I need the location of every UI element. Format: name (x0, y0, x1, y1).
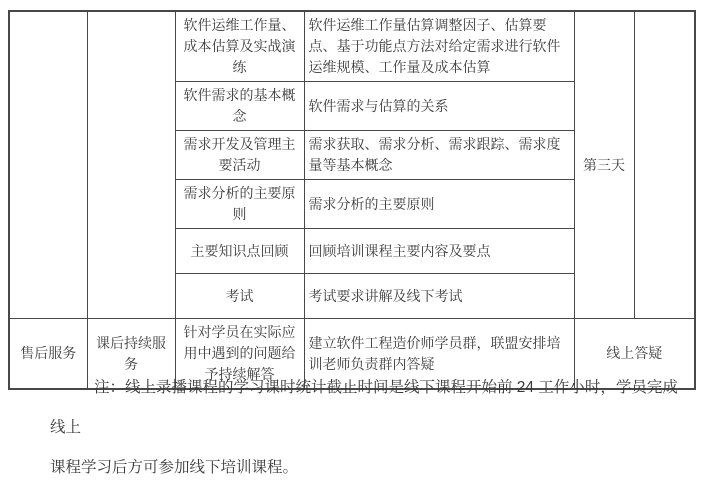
day-cell: 第三天 (574, 11, 634, 319)
description-cell: 需求分析的主要原则 (304, 180, 574, 229)
course-row (9, 11, 695, 82)
topic-cell: 软件需求的基本概念 (175, 82, 304, 131)
category-cell-empty (9, 11, 87, 319)
footnote-line-1: 注：线上录播课程的学习课时统计截止时间是线下课程开始前 24 工作小时，学员完成线上 (50, 379, 678, 436)
description-cell: 需求获取、需求分析、需求跟踪、需求度量等基本概念 (304, 131, 574, 180)
service-cell-empty (87, 11, 175, 319)
day-cell: 线上答疑 (574, 319, 695, 390)
description-cell: 考试要求讲解及线下考试 (304, 274, 574, 319)
description-cell: 软件运维工作量估算调整因子、估算要点、基于功能点方法对给定需求进行软件运维规模、工作量及成本估算 (304, 11, 574, 82)
footnote (50, 368, 680, 488)
service-cell: 课后持续服务 (87, 319, 175, 390)
topic-cell: 考试 (175, 274, 304, 319)
topic-cell: 主要知识点回顾 (175, 229, 304, 274)
description-cell: 回顾培训课程主要内容及要点 (304, 229, 574, 274)
right-cell-empty (634, 11, 695, 319)
description-cell: 软件需求与估算的关系 (304, 82, 574, 131)
topic-cell: 软件运维工作量、成本估算及实战演练 (175, 11, 304, 82)
category-cell: 售后服务 (9, 319, 87, 390)
course-schedule-table (8, 10, 696, 390)
topic-cell: 针对学员在实际应用中遇到的问题给予持续解答 (175, 319, 304, 390)
footnote-line-2: 课程学习后方可参加线下培训课程。 (50, 459, 299, 476)
description-cell: 建立软件工程造价师学员群，联盟安排培训老师负责群内答疑 (304, 319, 574, 390)
topic-cell: 需求分析的主要原则 (175, 180, 304, 229)
topic-cell: 需求开发及管理主要活动 (175, 131, 304, 180)
